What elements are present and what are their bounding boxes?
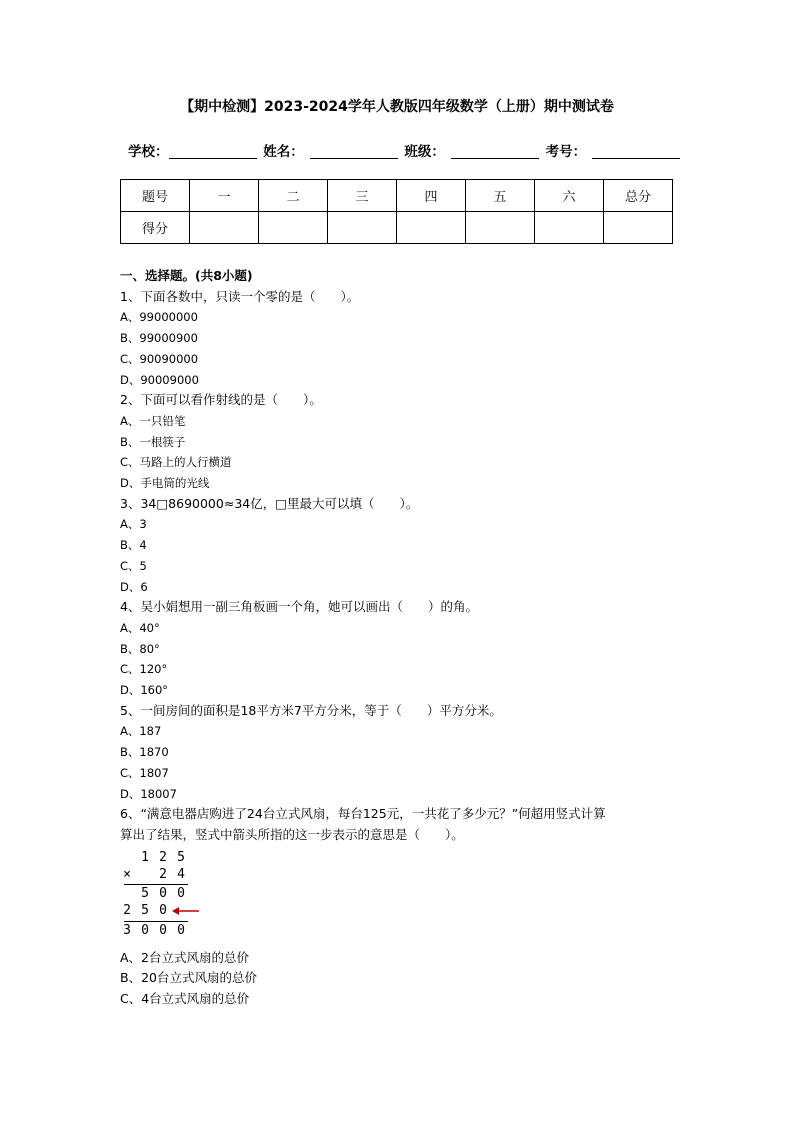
question-1 bbox=[120, 287, 680, 391]
calc-digit: 0 bbox=[177, 922, 185, 938]
option-c[interactable]: C、马路上的人行横道 bbox=[120, 455, 232, 470]
score-table-header-row bbox=[121, 180, 673, 212]
calc-digit: 0 bbox=[159, 922, 167, 938]
calc-digit: 2 bbox=[159, 849, 167, 865]
option-b[interactable]: B、20台立式风扇的总价 bbox=[120, 970, 257, 986]
question-3 bbox=[120, 494, 680, 598]
option-b[interactable]: B、1870 bbox=[120, 745, 169, 760]
red-arrow-icon bbox=[172, 905, 200, 917]
option-c[interactable]: C、4台立式风扇的总价 bbox=[120, 991, 250, 1007]
question-list bbox=[120, 266, 680, 1010]
calc-digit: 5 bbox=[141, 902, 149, 918]
question-2 bbox=[120, 390, 680, 494]
option-c[interactable]: C、1807 bbox=[120, 765, 169, 780]
score-cell[interactable] bbox=[466, 212, 535, 244]
question-stem: 1、下面各数中，只读一个零的是（ ）。 bbox=[120, 288, 360, 304]
question-stem: 3、34□8690000≈34亿，□里最大可以填（ ）。 bbox=[120, 495, 419, 511]
student-info-line bbox=[128, 140, 682, 160]
score-cell[interactable] bbox=[535, 212, 604, 244]
question-stem: 2、下面可以看作射线的是（ ）。 bbox=[120, 392, 322, 408]
calc-digit: 5 bbox=[177, 849, 185, 865]
calc-rule-2 bbox=[124, 921, 188, 922]
school-label: 学校： bbox=[128, 144, 169, 160]
option-a[interactable]: A、187 bbox=[120, 724, 162, 739]
option-d[interactable]: D、160° bbox=[120, 683, 169, 698]
header-cell: 六 bbox=[535, 180, 604, 212]
option-a[interactable]: A、40° bbox=[120, 620, 160, 635]
score-table-score-row bbox=[121, 212, 673, 244]
option-d[interactable]: D、90009000 bbox=[120, 372, 199, 387]
score-cell[interactable] bbox=[259, 212, 328, 244]
score-cell[interactable] bbox=[328, 212, 397, 244]
class-label: 班级： bbox=[404, 144, 445, 160]
calc-digit: 5 bbox=[141, 885, 149, 901]
score-cell[interactable] bbox=[190, 212, 259, 244]
option-a[interactable]: A、3 bbox=[120, 517, 147, 532]
calc-digit: 0 bbox=[177, 885, 185, 901]
header-cell: 题号 bbox=[121, 180, 190, 212]
name-blank[interactable] bbox=[310, 144, 398, 159]
option-c[interactable]: C、5 bbox=[120, 558, 147, 573]
option-a[interactable]: A、99000000 bbox=[120, 310, 198, 325]
option-a[interactable]: A、2台立式风扇的总价 bbox=[120, 949, 250, 965]
calc-digit: 1 bbox=[141, 849, 149, 865]
school-blank[interactable] bbox=[169, 144, 257, 159]
option-b[interactable]: B、99000900 bbox=[120, 331, 198, 346]
calc-digit: 2 bbox=[159, 866, 167, 882]
name-label: 姓名： bbox=[263, 144, 304, 160]
option-d[interactable]: D、18007 bbox=[120, 786, 177, 801]
calc-digit: 0 bbox=[159, 885, 167, 901]
score-cell[interactable] bbox=[604, 212, 673, 244]
option-c[interactable]: C、90090000 bbox=[120, 351, 199, 366]
calc-digit: 2 bbox=[123, 902, 131, 918]
header-cell: 五 bbox=[466, 180, 535, 212]
score-cell[interactable] bbox=[397, 212, 466, 244]
option-d[interactable]: D、6 bbox=[120, 579, 148, 594]
vertical-multiplication bbox=[120, 850, 320, 942]
class-blank[interactable] bbox=[451, 144, 539, 159]
option-d[interactable]: D、手电筒的光线 bbox=[120, 476, 210, 491]
question-6 bbox=[120, 804, 680, 1010]
question-5 bbox=[120, 701, 680, 805]
calc-digit: 3 bbox=[123, 922, 131, 938]
header-cell: 三 bbox=[328, 180, 397, 212]
option-b[interactable]: B、一根筷子 bbox=[120, 434, 186, 449]
header-cell: 一 bbox=[190, 180, 259, 212]
question-stem-line-2: 算出了结果，竖式中箭头所指的这一步表示的意思是（ ）。 bbox=[120, 826, 464, 842]
calc-digit: 4 bbox=[177, 866, 185, 882]
option-b[interactable]: B、4 bbox=[120, 538, 147, 553]
option-a[interactable]: A、一只铅笔 bbox=[120, 413, 186, 428]
calc-digit: 0 bbox=[159, 902, 167, 918]
exam-number-blank[interactable] bbox=[592, 144, 680, 159]
page-title: 【期中检测】2023-2024学年人教版四年级数学（上册）期中测试卷 bbox=[180, 99, 614, 115]
question-stem: 4、吴小娟想用一副三角板画一个角，她可以画出（ ）的角。 bbox=[120, 599, 478, 615]
header-cell: 二 bbox=[259, 180, 328, 212]
question-4 bbox=[120, 597, 680, 701]
arrow-head bbox=[172, 907, 179, 915]
times-sign: × bbox=[123, 866, 131, 882]
score-table bbox=[120, 179, 673, 244]
option-b[interactable]: B、80° bbox=[120, 641, 160, 656]
exam-number-label: 考号： bbox=[545, 144, 587, 160]
header-cell: 四 bbox=[397, 180, 466, 212]
question-stem: 5、一间房间的面积是18平方米7平方分米，等于（ ）平方分米。 bbox=[120, 702, 502, 718]
section-title: 一、选择题。(共8小题) bbox=[120, 268, 253, 283]
header-cell: 总分 bbox=[604, 180, 673, 212]
question-stem-line-1: 6、“满意电器店购进了24台立式风扇，每台125元，一共花了多少元？”何超用竖式计算 bbox=[120, 806, 606, 822]
calc-rule-1 bbox=[124, 884, 188, 885]
option-c[interactable]: C、120° bbox=[120, 662, 168, 677]
calc-digit: 0 bbox=[141, 922, 149, 938]
score-row-label: 得分 bbox=[121, 212, 190, 244]
